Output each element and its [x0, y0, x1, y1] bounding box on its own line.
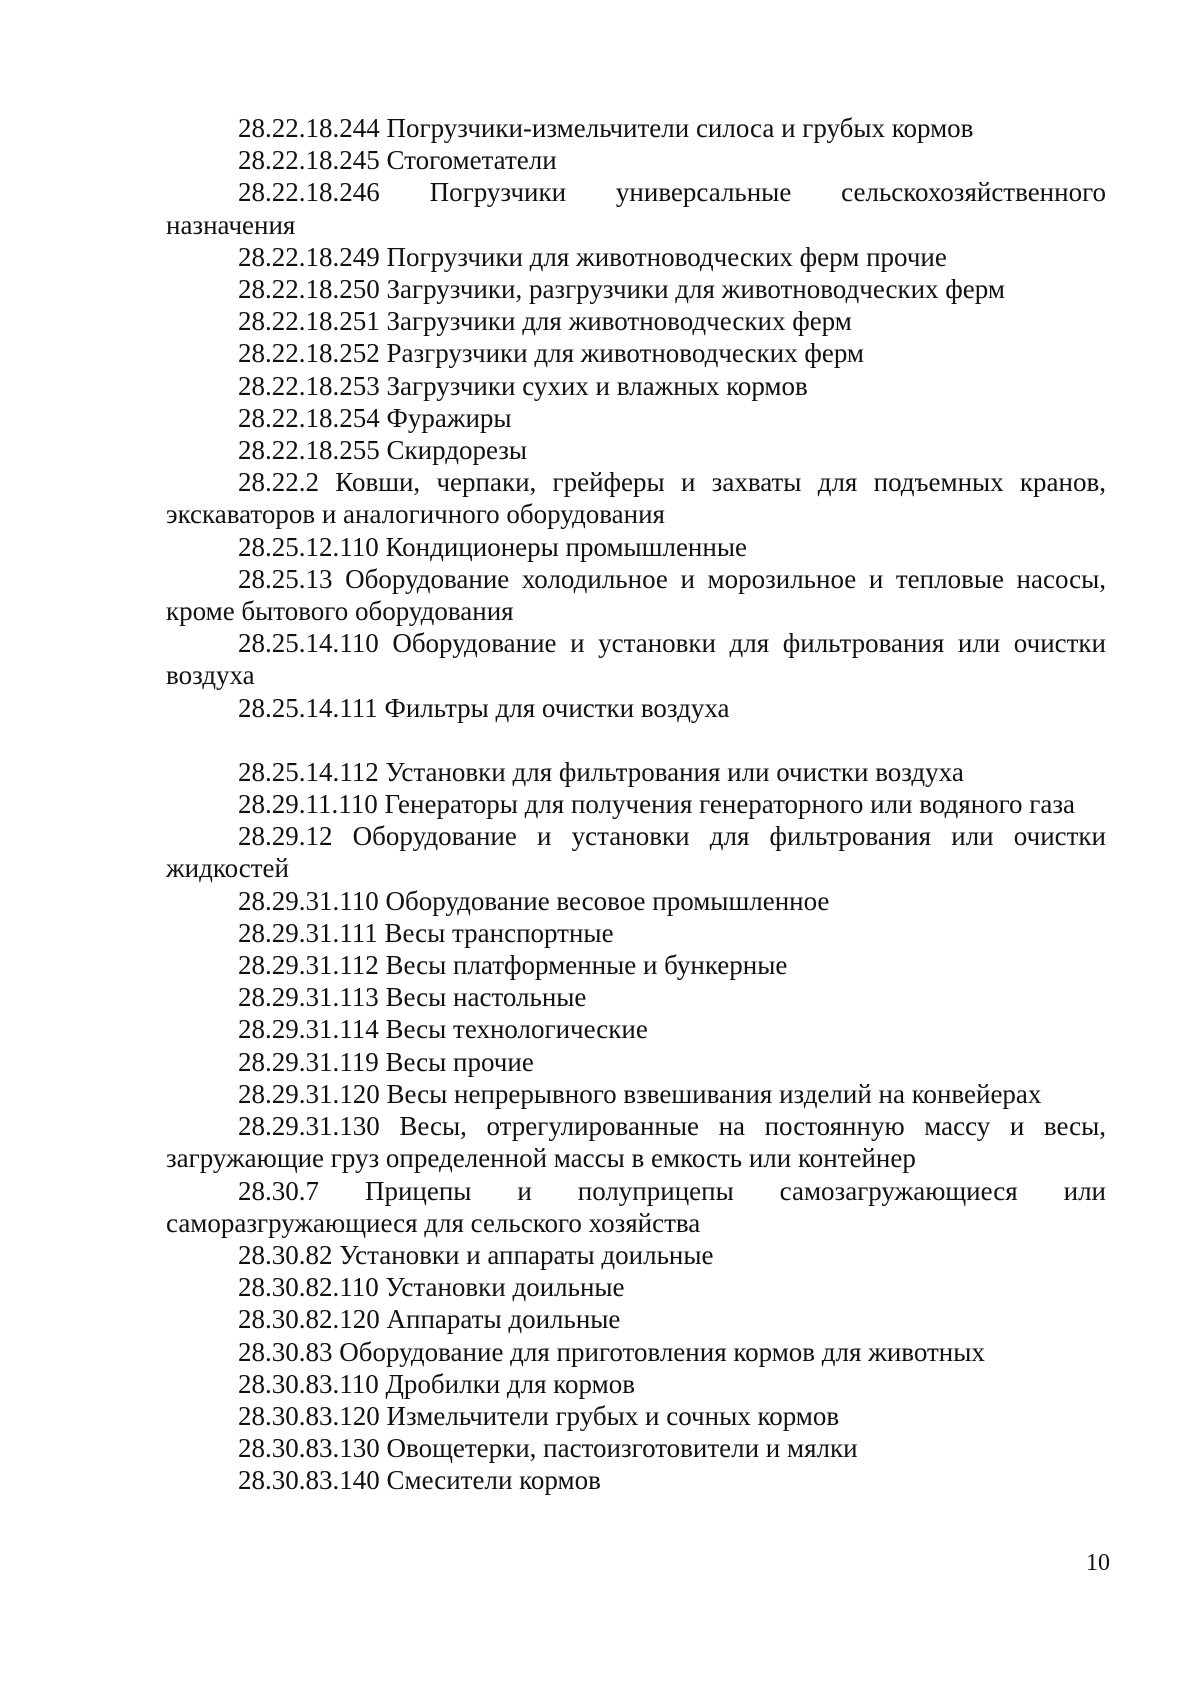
list-item: 28.30.7 Прицепы и полуприцепы самозагружающиеся или саморазгружающиеся для сельского хозяйства: [166, 1175, 1106, 1238]
list-item: 28.25.12.110 Кондиционеры промышленные: [238, 531, 747, 562]
list-item: 28.29.31.111 Весы транспортные: [238, 917, 614, 948]
list-item: 28.29.31.113 Весы настольные: [238, 982, 587, 1013]
list-item: 28.29.31.110 Оборудование весовое промышленное: [238, 885, 830, 916]
list-item: 28.22.2 Ковши, черпаки, грейферы и захваты для подъемных кранов, экскаваторов и аналогичного оборудования: [166, 467, 1106, 530]
list-item: 28.22.18.252 Разгрузчики для животноводческих ферм: [238, 338, 865, 369]
list-item: 28.22.18.250 Загрузчики, разгрузчики для животноводческих ферм: [238, 274, 1005, 305]
list-item: 28.22.18.246 Погрузчики универсальные сельскохозяйственного назначения: [166, 177, 1106, 240]
list-item: 28.30.83.140 Смесители кормов: [238, 1465, 601, 1496]
list-item: 28.22.18.249 Погрузчики для животноводческих ферм прочие: [238, 241, 947, 272]
list-item: 28.25.14.110 Оборудование и установки для фильтрования или очистки воздуха: [166, 628, 1106, 691]
list-item: 28.22.18.254 Фуражиры: [238, 402, 512, 433]
list-item: 28.30.82.120 Аппараты доильные: [238, 1304, 621, 1335]
list-item: 28.22.18.255 Скирдорезы: [238, 435, 528, 466]
list-item: 28.25.13 Оборудование холодильное и морозильное и тепловые насосы, кроме бытового оборудования: [166, 563, 1106, 627]
list-item: 28.29.11.110 Генераторы для получения генераторного или водяного газа: [238, 789, 1075, 820]
list-item: 28.22.18.245 Стогометатели: [238, 145, 557, 176]
list-item: 28.30.82 Установки и аппараты доильные: [238, 1239, 714, 1270]
list-item: 28.29.31.112 Весы платформенные и бункерные: [238, 950, 788, 981]
list-item: 28.29.31.130 Весы, отрегулированные на постоянную массу и весы, загружающие груз определенной массы в емкость или контейнер: [166, 1111, 1106, 1174]
list-item: 28.25.14.111 Фильтры для очистки воздуха: [238, 692, 730, 723]
list-item: 28.30.82.110 Установки доильные: [238, 1272, 625, 1303]
list-item: 28.30.83.120 Измельчители грубых и сочных кормов: [238, 1400, 840, 1431]
list-item: 28.29.31.119 Весы прочие: [238, 1046, 534, 1077]
classifier-list: [166, 112, 1106, 1497]
list-item: 28.22.18.253 Загрузчики сухих и влажных кормов: [238, 370, 808, 401]
list-item: 28.22.18.251 Загрузчики для животноводческих ферм: [238, 306, 852, 337]
list-item: 28.30.83 Оборудование для приготовления кормов для животных: [238, 1336, 985, 1367]
page-number: 10: [1086, 1550, 1110, 1576]
list-item: 28.29.31.120 Весы непрерывного взвешивания изделий на конвейерах: [238, 1078, 1042, 1109]
list-item: 28.29.31.114 Весы технологические: [238, 1014, 648, 1045]
list-item: 28.25.14.112 Установки для фильтрования или очистки воздуха: [238, 756, 964, 787]
list-item: 28.22.18.244 Погрузчики-измельчители силоса и грубых кормов: [238, 113, 974, 143]
list-item: 28.30.83.130 Овощетерки, пастоизготовители и мялки: [238, 1433, 858, 1464]
list-item: 28.29.12 Оборудование и установки для фильтрования или очистки жидкостей: [166, 821, 1106, 884]
list-item: 28.30.83.110 Дробилки для кормов: [238, 1368, 635, 1399]
